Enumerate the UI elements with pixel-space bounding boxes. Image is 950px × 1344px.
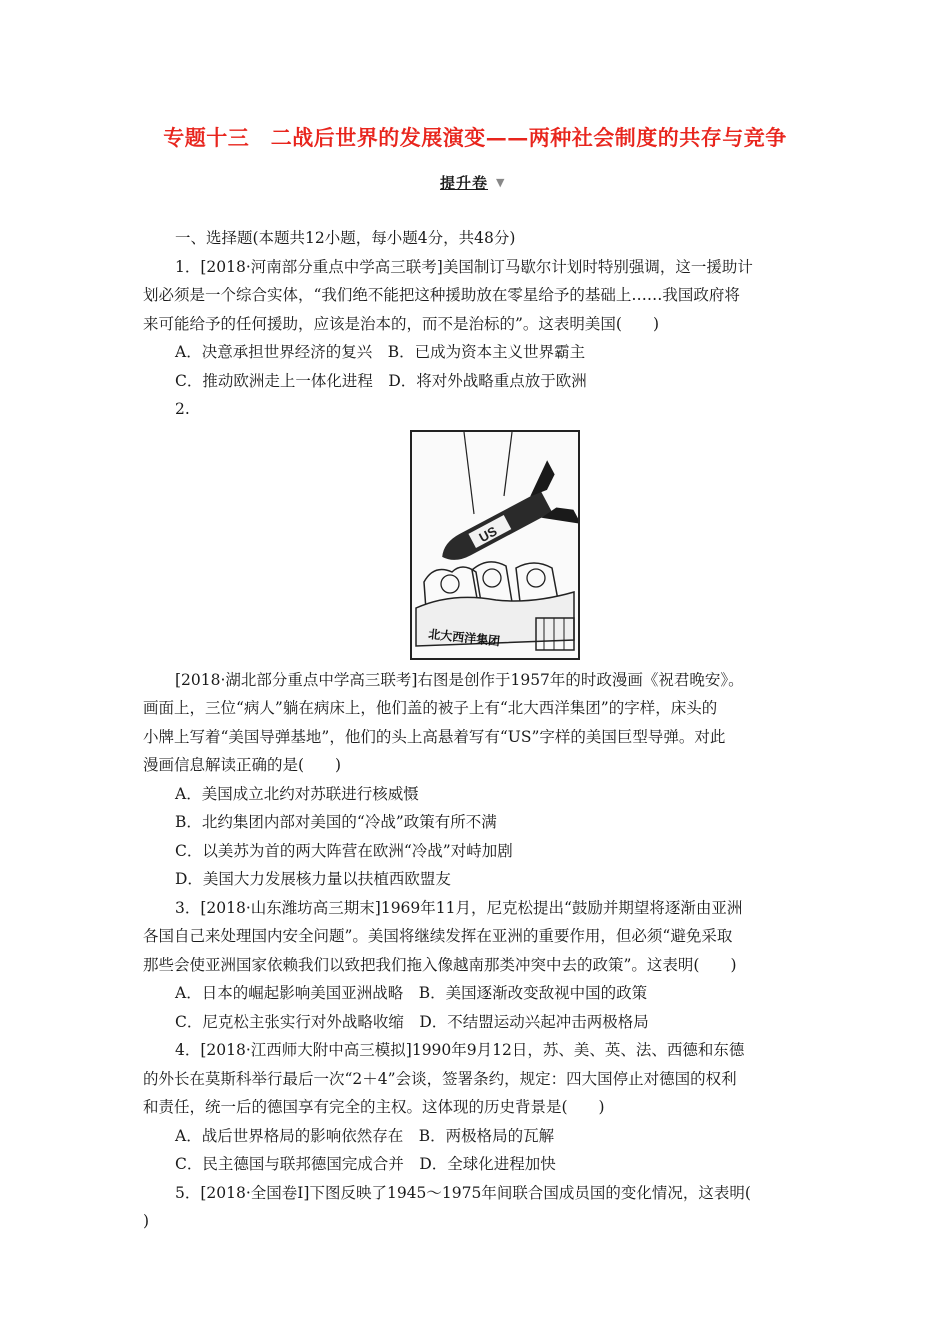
answer-option: C．尼克松主张实行对外战略收缩 D．不结盟运动兴起冲击两极格局: [175, 1012, 649, 1031]
answer-option: C．民主德国与联邦德国完成合并 D．全球化进程加快: [175, 1155, 556, 1173]
question-stem-line: 漫画信息解读正确的是( ): [143, 756, 342, 774]
question-1: [143, 253, 811, 396]
missile-label: US: [476, 522, 500, 545]
page-title: 专题十三 二战后世界的发展演变——两种社会制度的共存与竞争: [163, 125, 787, 150]
missile-shape: [425, 460, 578, 588]
question-stem-line: 5．[2018·全国卷Ⅰ]下图反映了1945～1975年间联合国成员国的变化情况，这表明(: [175, 1183, 751, 1202]
answer-option: C．以美苏为首的两大阵营在欧洲“冷战”对峙加剧: [175, 841, 513, 860]
question-stem-line: 3．[2018·山东潍坊高三期末]1969年11月，尼克松提出“鼓励并期望将逐渐由亚洲: [175, 898, 743, 917]
question-4: [143, 1036, 811, 1179]
answer-option: A．日本的崛起影响美国亚洲战略 B．美国逐渐改变敌视中国的政策: [175, 984, 648, 1002]
question-stem-line: 1．[2018·河南部分重点中学高三联考]美国制订马歇尔计划时特别强调，这一援助计: [175, 257, 753, 276]
section-heading: 一、选择题(本题共12小题，每小题4分，共48分): [175, 229, 516, 247]
answer-option: C．推动欧洲走上一体化进程 D．将对外战略重点放于欧洲: [175, 371, 587, 390]
question-5: [143, 1179, 811, 1236]
political-cartoon-image: [410, 430, 580, 660]
answer-option: A．战后世界格局的影响依然存在 B．两极格局的瓦解: [175, 1126, 555, 1145]
question-stem-line: 来可能给予的任何援助，应该是治本的，而不是治标的”。这表明美国( ): [143, 314, 660, 333]
blanket-banner-text: 北大西洋集团: [427, 626, 501, 649]
question-content: [143, 224, 811, 1236]
subtitle-marker-icon: ▼: [496, 176, 505, 189]
question-stem-line: 划必须是一个综合实体，“我们绝不能把这种援助放在零星给予的基础上……我国政府将: [143, 286, 740, 304]
question-stem-line: 4．[2018·江西师大附中高三模拟]1990年9月12日，苏、美、英、法、西德和东德: [175, 1041, 745, 1059]
subtitle: 提升卷: [440, 174, 489, 192]
answer-option: D．美国大力发展核力量以扶植西欧盟友: [175, 870, 451, 888]
question-stem-line: 小牌上写着“美国导弹基地”，他们的头上高悬着写有“US”字样的美国巨型导弹。对此: [143, 727, 726, 746]
question-stem-line: [2018·湖北部分重点中学高三联考]右图是创作于1957年的时政漫画《祝君晚安》。: [175, 670, 744, 689]
question-stem-line: 那些会使亚洲国家依赖我们以致把我们拖入像越南那类冲突中去的政策”。这表明( ): [143, 955, 737, 974]
question-2: [143, 395, 811, 894]
question-stem-line: ): [143, 1212, 150, 1230]
question-stem-line: 和责任，统一后的德国享有完全的主权。这体现的历史背景是( ): [143, 1098, 605, 1116]
question-stem-line: 画面上，三位“病人”躺在病床上，他们盖的被子上有“北大西洋集团”的字样，床头的: [143, 699, 718, 717]
answer-option: B．北约集团内部对美国的“冷战”政策有所不满: [175, 813, 497, 831]
question-stem-line: 的外长在莫斯科举行最后一次“2＋4”会谈，签署条约，规定：四大国停止对德国的权利: [143, 1069, 737, 1088]
answer-option: A．决意承担世界经济的复兴 B．已成为资本主义世界霸主: [175, 343, 586, 361]
question-3: [143, 894, 811, 1037]
answer-option: A．美国成立北约对苏联进行核威慑: [175, 784, 419, 803]
question-stem-line: 各国自己来处理国内安全问题”。美国将继续发挥在亚洲的重要作用，但必须“避免采取: [143, 927, 733, 945]
question-number: 2.: [175, 400, 190, 418]
cartoon-drawing: [412, 432, 578, 658]
